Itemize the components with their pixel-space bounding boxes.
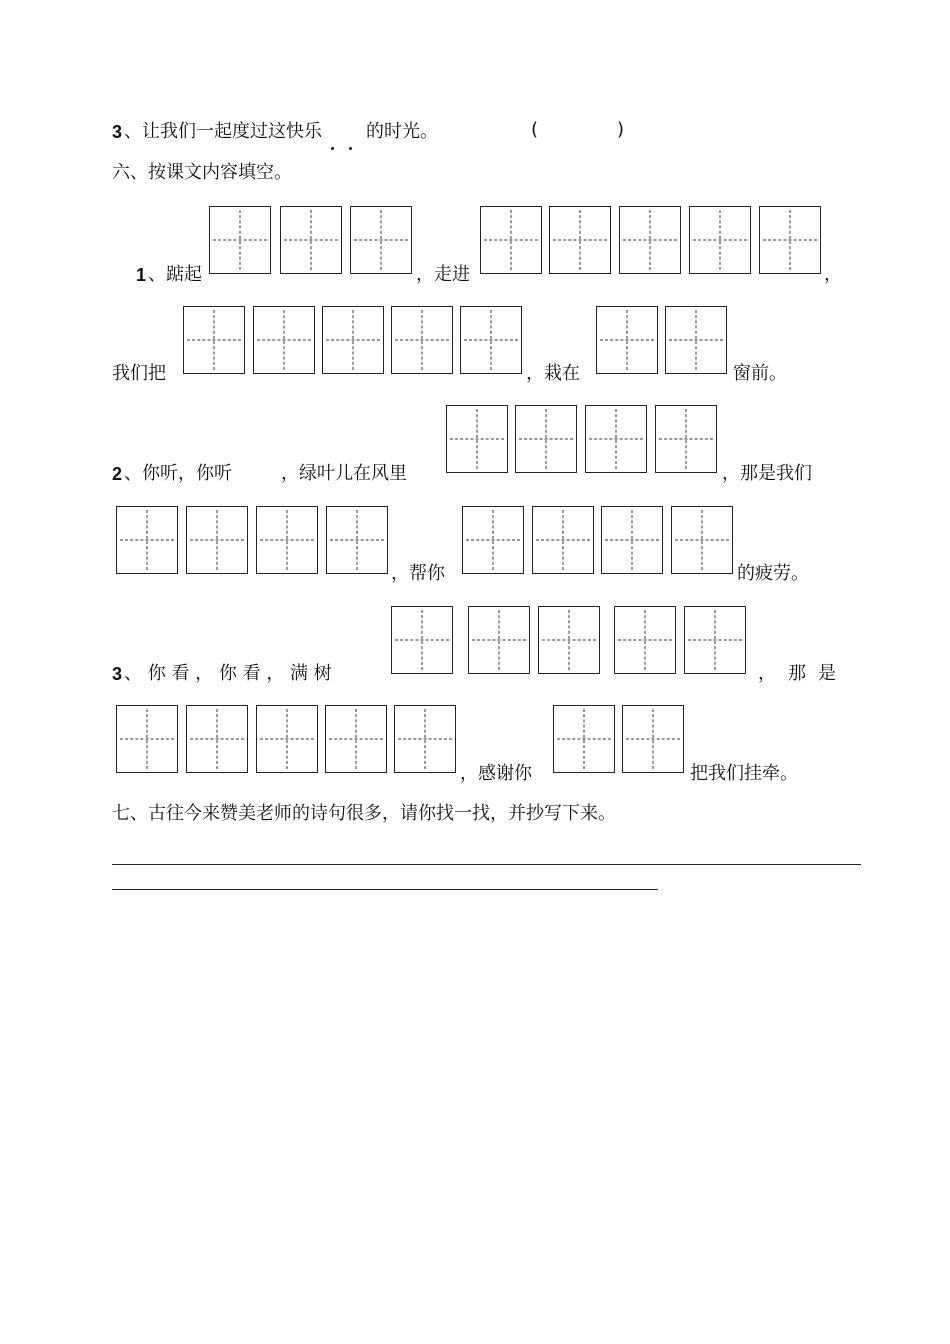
writing-box[interactable] [614, 606, 676, 674]
writing-box[interactable] [253, 306, 315, 374]
item3-part3: ，感谢你 [460, 763, 532, 784]
q3-suffix: 的时光。 [366, 121, 438, 142]
emphasis-dot [331, 147, 334, 150]
item2-part5: 的疲劳。 [737, 563, 809, 584]
item2-part3: ，那是我们 [722, 463, 812, 484]
writing-box[interactable] [186, 506, 248, 574]
item1-part5: ，栽在 [526, 363, 580, 384]
item1-part1: 、踮起 [148, 264, 202, 285]
writing-box[interactable] [553, 705, 615, 773]
writing-box[interactable] [549, 206, 611, 274]
item2-number: 2 [112, 464, 123, 484]
writing-box[interactable] [684, 606, 746, 674]
item3-part4: 把我们挂牵。 [690, 763, 798, 784]
writing-box[interactable] [538, 606, 600, 674]
item1-part4: 我们把 [112, 363, 166, 384]
section7-title: 七、古往今来赞美老师的诗句很多，请你找一找，并抄写下来。 [112, 803, 616, 824]
writing-box[interactable] [322, 306, 384, 374]
writing-box[interactable] [671, 506, 733, 574]
writing-box[interactable] [480, 206, 542, 274]
writing-box[interactable] [394, 705, 456, 773]
writing-box[interactable] [186, 705, 248, 773]
q3-paren-open: ( [531, 119, 539, 140]
q3-text: 、让我们一起度过这快乐 [124, 121, 322, 142]
item1-number: 1 [136, 265, 147, 285]
answer-line[interactable] [112, 864, 861, 865]
writing-box[interactable] [468, 606, 530, 674]
item2-part4: ，帮你 [391, 563, 445, 584]
writing-box[interactable] [622, 705, 684, 773]
writing-box[interactable] [585, 405, 647, 473]
writing-box[interactable] [515, 405, 577, 473]
item2-part2: ，绿叶儿在风里 [281, 463, 407, 484]
writing-box[interactable] [391, 606, 453, 674]
writing-box[interactable] [326, 506, 388, 574]
answer-line[interactable] [112, 889, 658, 890]
writing-box[interactable] [350, 206, 412, 274]
item1-part3: ， [824, 264, 842, 285]
writing-box[interactable] [209, 206, 271, 274]
writing-box[interactable] [391, 306, 453, 374]
writing-box[interactable] [601, 506, 663, 574]
item1-part2: ，走进 [416, 264, 470, 285]
writing-box[interactable] [619, 206, 681, 274]
item3-part2: ，那是 [758, 663, 848, 684]
writing-box[interactable] [116, 506, 178, 574]
section6-title: 六、按课文内容填空。 [112, 162, 292, 183]
writing-box[interactable] [460, 306, 522, 374]
q3-paren-close: ) [617, 119, 625, 140]
writing-box[interactable] [446, 405, 508, 473]
item3-part1: 、 你 看 ， 你 看 ， 满 树 [124, 663, 332, 684]
item3-number: 3 [112, 664, 123, 684]
item2-part1: 、你听，你听 [124, 463, 232, 484]
writing-box[interactable] [665, 306, 727, 374]
writing-box[interactable] [256, 506, 318, 574]
writing-box[interactable] [759, 206, 821, 274]
writing-box[interactable] [325, 705, 387, 773]
writing-box[interactable] [596, 306, 658, 374]
emphasis-dot [349, 147, 352, 150]
writing-box[interactable] [655, 405, 717, 473]
writing-box[interactable] [462, 506, 524, 574]
writing-box[interactable] [256, 705, 318, 773]
item1-part6: 窗前。 [733, 363, 787, 384]
writing-box[interactable] [689, 206, 751, 274]
q3-number: 3 [112, 122, 123, 142]
writing-box[interactable] [183, 306, 245, 374]
writing-box[interactable] [116, 705, 178, 773]
writing-box[interactable] [532, 506, 594, 574]
writing-box[interactable] [280, 206, 342, 274]
